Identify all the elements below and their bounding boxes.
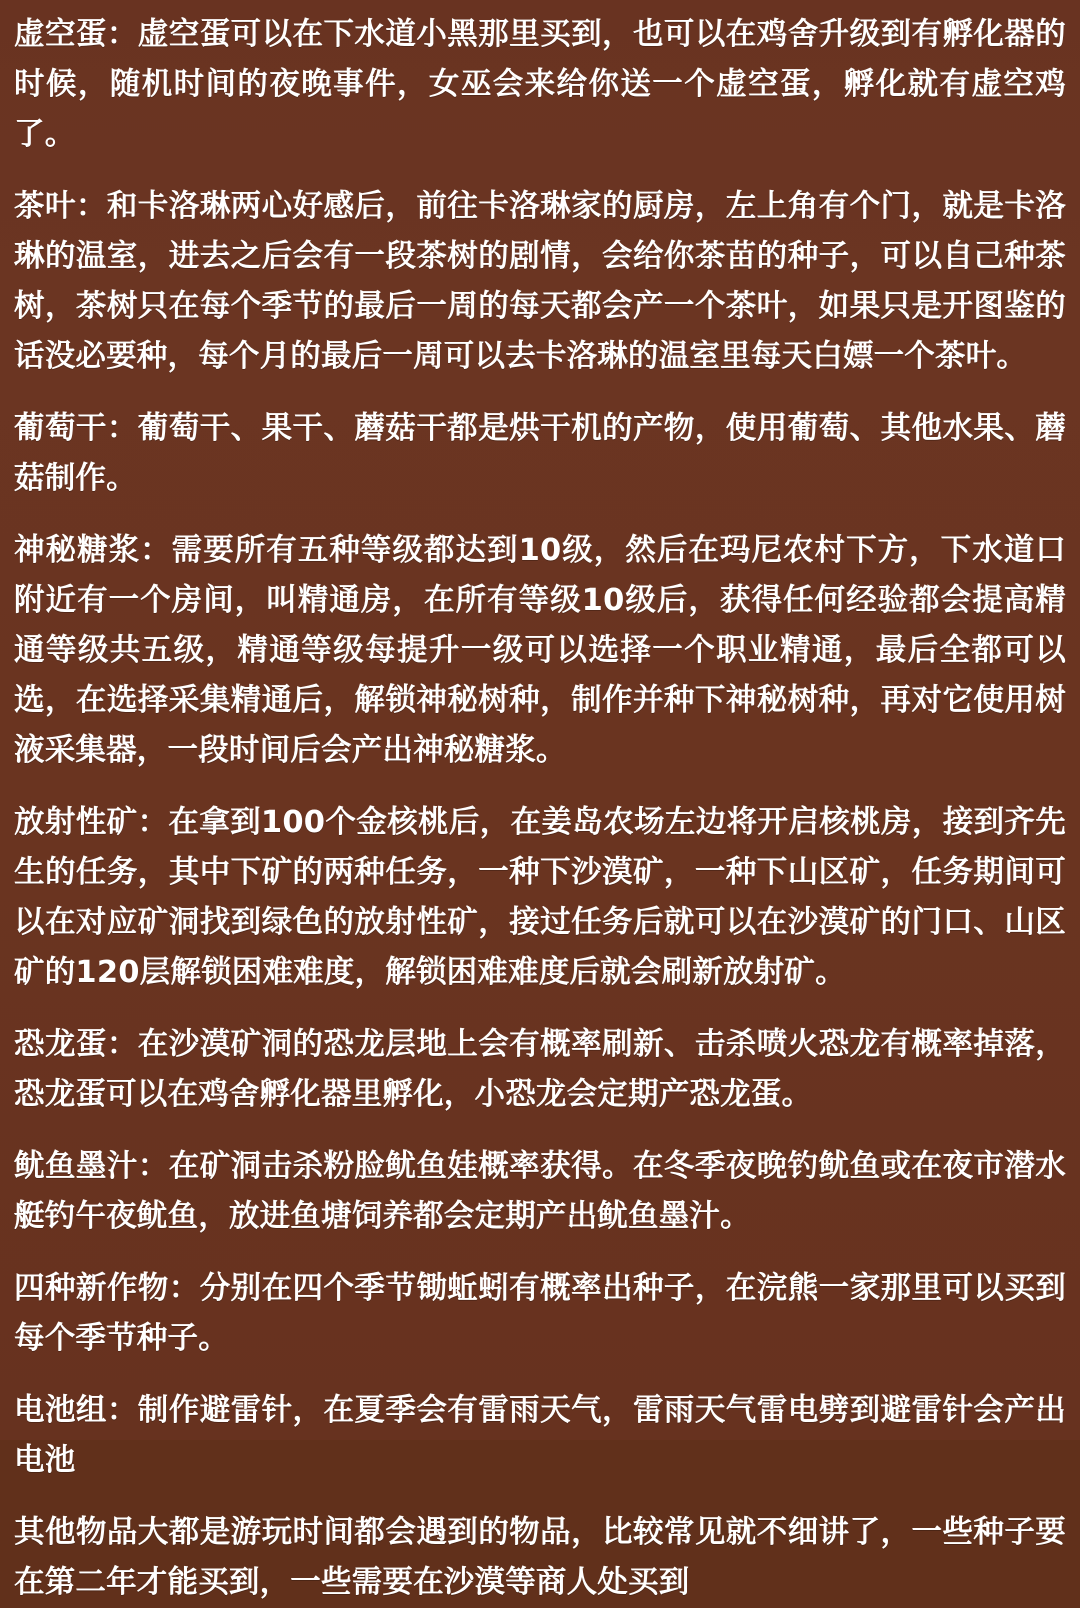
guide-text-body [14, 10, 1066, 1608]
paragraph-four-new-crops: 四种新作物：分别在四个季节锄蚯蚓有概率出种子，在浣熊一家那里可以买到每个季节种子。 [14, 1271, 1066, 1356]
paragraph-tea-leaves: 茶叶：和卡洛琳两心好感后，前往卡洛琳家的厨房，左上角有个门，就是卡洛琳的温室，进去之后会有一段茶树的剧情，会给你茶苗的种子，可以自己种茶树，茶树只在每个季节的最后一周的每天都会产一个茶叶，如果只是开图鉴的话没必要种，每个月的最后一周可以去卡洛琳的温室里每天白嫖一个茶叶。 [14, 189, 1066, 374]
paragraph-other-items: 其他物品大都是游玩时间都会遇到的物品，比较常见就不细讲了，一些种子要在第二年才能买到，一些需要在沙漠等商人处买到 [14, 1515, 1066, 1600]
paragraph-dinosaur-egg: 恐龙蛋：在沙漠矿洞的恐龙层地上会有概率刷新、击杀喷火恐龙有概率掉落，恐龙蛋可以在鸡舍孵化器里孵化，小恐龙会定期产恐龙蛋。 [14, 1027, 1066, 1112]
paragraph-squid-ink: 鱿鱼墨汁：在矿洞击杀粉脸鱿鱼娃概率获得。在冬季夜晚钓鱿鱼或在夜市潜水艇钓午夜鱿鱼，放进鱼塘饲养都会定期产出鱿鱼墨汁。 [14, 1149, 1066, 1234]
paragraph-mystic-syrup: 神秘糖浆：需要所有五种等级都达到10级，然后在玛尼农村下方，下水道口附近有一个房间，叫精通房，在所有等级10级后，获得任何经验都会提高精通等级共五级，精通等级每提升一级可以选择一个职业精通，最后全都可以选，在选择采集精通后，解锁神秘树种，制作并种下神秘树种，再对它使用树液采集器，一段时间后会产出神秘糖浆。 [14, 533, 1066, 768]
paragraph-void-egg: 虚空蛋：虚空蛋可以在下水道小黑那里买到，也可以在鸡舍升级到有孵化器的时候，随机时间的夜晚事件，女巫会来给你送一个虚空蛋，孵化就有虚空鸡了。 [14, 17, 1066, 152]
paragraph-battery-pack: 电池组：制作避雷针，在夏季会有雷雨天气，雷雨天气雷电劈到避雷针会产出电池 [14, 1393, 1066, 1478]
paragraph-radioactive-ore: 放射性矿：在拿到100个金核桃后，在姜岛农场左边将开启核桃房，接到齐先生的任务，其中下矿的两种任务，一种下沙漠矿，一种下山区矿，任务期间可以在对应矿洞找到绿色的放射性矿，接过任务后就可以在沙漠矿的门口、山区矿的120层解锁困难难度，解锁困难难度后就会刷新放射矿。 [14, 805, 1066, 990]
paragraph-raisins: 葡萄干：葡萄干、果干、蘑菇干都是烘干机的产物，使用葡萄、其他水果、蘑菇制作。 [14, 411, 1066, 496]
